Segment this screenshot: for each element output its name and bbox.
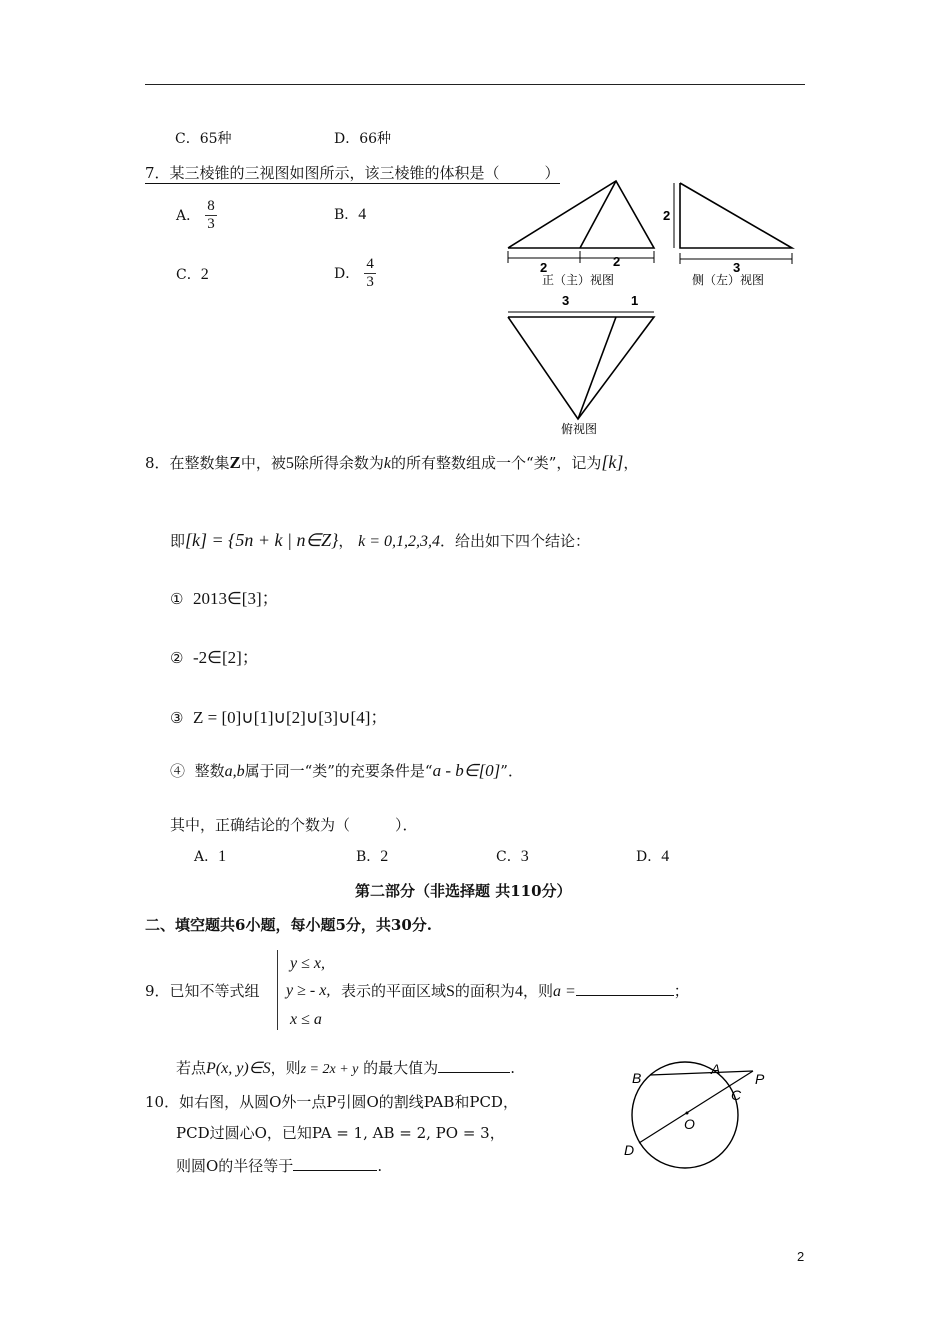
q8-line1: 8．在整数集Z中，被5除所得余数为k的所有整数组成一个“类”，记为[k]， [145,452,639,472]
q10-line2: PCD过圆心O，已知PA = 1, AB = 2, PO = 3， [176,1124,505,1142]
inequality-brace [277,950,278,1030]
q8-option-d: D．4 [636,848,670,865]
side-view-dims [674,183,792,264]
label-B: B [632,1070,642,1086]
side-view-label: 侧（左）视图 [692,273,765,287]
fraction-4-3: $\frac{4}{3}$ [366,256,374,290]
q6-option-c: C．65种 [175,131,232,147]
front-view [508,181,654,248]
front-view-dims [508,251,654,263]
q8-option-b: B．2 [356,848,389,865]
page-number: 2 [797,1249,805,1264]
q7-stem: 7．某三棱锥的三视图如图所示，该三棱锥的体积是（ ） [145,164,560,182]
q8-conclusion-2: ② -2∈[2]； [170,648,259,667]
q7-option-a: A． $\frac{8}{3}$ [176,198,215,232]
q10-line3: 则圆O的半径等于 . [176,1157,383,1175]
q9-prefix: 9．已知不等式组 [145,982,260,1000]
top-dim-1: 3 [562,293,570,308]
top-dim-2: 1 [631,293,639,308]
q10-line1: 10．如右图，从圆O外一点P引圆O的割线PAB和PCD， [145,1093,518,1111]
fraction-8-3: $\frac{8}{3}$ [207,198,215,232]
label-A: A [711,1061,721,1077]
label-P: P [755,1071,765,1087]
front-dim-1: 2 [540,260,548,275]
q9-ineq-1: y ≤ x, [290,955,325,972]
section-fill-in: 二、填空题共6小题，每小题5分，共30分. [145,916,432,934]
q7-option-b: B．4 [334,206,367,223]
q7-option-c: C．2 [176,266,209,283]
q8-ask: 其中，正确结论的个数为（ ）． [170,816,418,834]
q9-ineq-2: y ≥ - x, [286,982,331,999]
q6-option-d: D．66种 [334,131,392,147]
q9-line2: 若点P(x, y)∈S，则z = 2x + y 的最大值为 . [176,1059,515,1077]
part2-title: 第二部分（非选择题 共110分） [355,882,572,900]
top-view-label: 俯视图 [561,422,598,436]
label-C: C [731,1087,742,1103]
front-view-label: 正（主）视图 [542,273,615,287]
q8-option-c: C．3 [496,848,529,865]
side-height-label: 2 [663,208,671,223]
side-view [680,183,792,248]
q10-answer-blank [293,1170,377,1171]
front-dim-2: 2 [613,254,621,269]
label-D: D [624,1142,635,1158]
side-width-label: 3 [733,260,741,275]
three-view-figure [500,175,800,440]
header-rule [145,84,805,85]
q9-ineq-3: x ≤ a [290,1011,322,1028]
q7-option-d: D． $\frac{4}{3}$ [334,256,374,290]
q8-line2: 即[k] = {5n + k | n∈Z}， k = 0,1,2,3,4．给出如下四个结论： [170,530,591,550]
top-view [508,317,654,419]
circle-secant-figure [615,1055,775,1180]
label-O: O [684,1116,695,1132]
q9-answer-blank-2 [438,1072,510,1073]
q8-conclusion-3: ③ Z = [0]∪[1]∪[2]∪[3]∪[4]； [170,708,388,727]
q8-option-a: A．1 [194,848,227,865]
q9-answer-blank-1 [576,995,674,996]
q8-conclusion-4: ④ 整数a,b属于同一“类”的充要条件是“a - b∈[0]”． [170,761,523,780]
q8-conclusion-1: ① 2013∈[3]； [170,589,279,608]
q9-line1-rest: 表示的平面区域S的面积为4，则a = ； [341,982,689,1000]
